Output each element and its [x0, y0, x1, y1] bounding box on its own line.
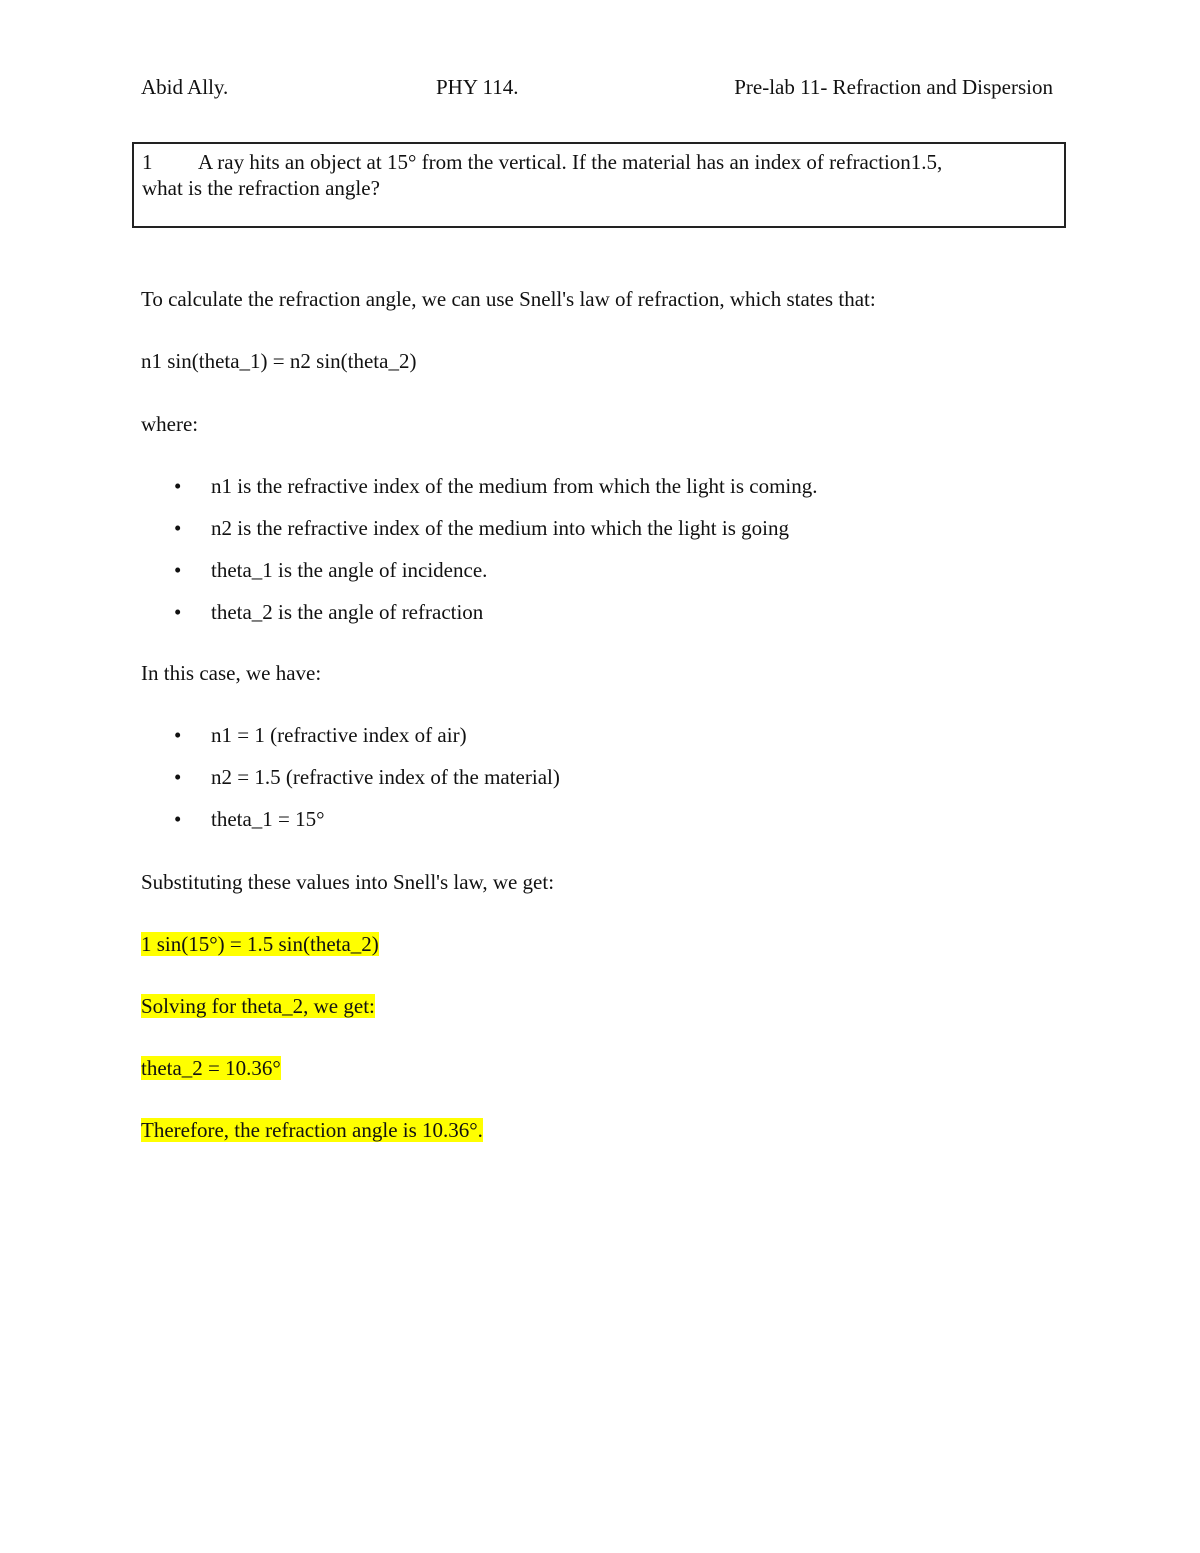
solving-line	[141, 993, 375, 1019]
answer-intro: To calculate the refraction angle, we can use Snell's law of refraction, which states that:	[141, 287, 876, 311]
header-title: Pre-lab 11- Refraction and Dispersion	[734, 75, 1053, 99]
question-number: 1	[142, 150, 153, 174]
list-item: • theta_1 = 15°	[141, 806, 560, 848]
list-item: • n2 is the refractive index of the medium into which the light is going	[141, 515, 818, 557]
substituted-formula-line	[141, 931, 379, 957]
values-list	[141, 722, 560, 848]
header-author: Abid Ally.	[141, 75, 229, 99]
conclusion-text: Therefore, the refraction angle is 10.36°.	[141, 1118, 483, 1142]
snells-law-formula: n1 sin(theta_1) = n2 sin(theta_2)	[141, 349, 417, 373]
list-item: • theta_1 is the angle of incidence.	[141, 557, 818, 599]
result-text: theta_2 = 10.36°	[141, 1056, 281, 1080]
substituted-formula: 1 sin(15°) = 1.5 sin(theta_2)	[141, 932, 379, 956]
list-item: • n2 = 1.5 (refractive index of the material)	[141, 764, 560, 806]
page-header	[141, 74, 1053, 102]
case-intro: In this case, we have:	[141, 661, 322, 685]
header-course: PHY 114.	[436, 75, 519, 99]
where-label: where:	[141, 412, 199, 436]
result-line	[141, 1055, 281, 1081]
substituting-text: Substituting these values into Snell's law, we get:	[141, 870, 555, 894]
question-text-line-1: A ray hits an object at 15° from the vertical. If the material has an index of refraction1.5,	[198, 150, 943, 174]
solving-text: Solving for theta_2, we get:	[141, 994, 375, 1018]
definitions-list	[141, 473, 818, 641]
question-text-line-2: what is the refraction angle?	[142, 176, 380, 201]
question-line-1	[142, 149, 1056, 175]
list-item: • n1 is the refractive index of the medium from which the light is coming.	[141, 473, 818, 515]
question-box	[132, 142, 1066, 228]
list-item: • theta_2 is the angle of refraction	[141, 599, 818, 641]
conclusion-line	[141, 1117, 483, 1143]
list-item: • n1 = 1 (refractive index of air)	[141, 722, 560, 764]
